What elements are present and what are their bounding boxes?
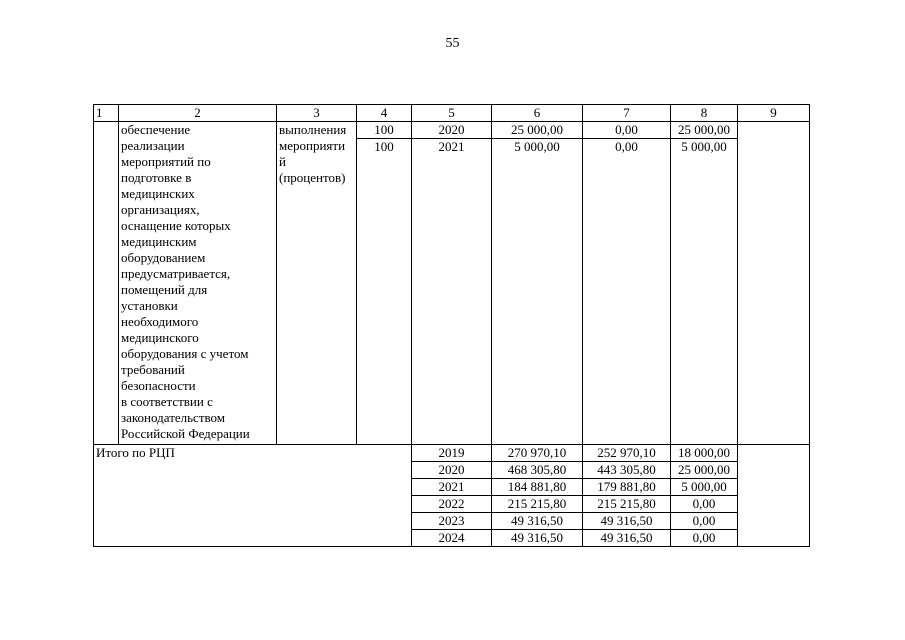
description-cell — [119, 122, 277, 445]
program-table — [93, 104, 810, 547]
indicator-line: (процентов) — [279, 170, 346, 185]
header-col-4: 4 — [357, 105, 412, 122]
total-col6-cell: 184 881,80 — [492, 479, 583, 496]
description-line: в соответствии с — [121, 394, 213, 409]
total-col7-cell: 443 305,80 — [583, 462, 671, 479]
description-line: Российской Федерации — [121, 426, 250, 441]
amount-col7-cell: 0,00 — [583, 122, 671, 139]
target-value-cell: 100 — [357, 122, 412, 139]
total-col8-cell: 18 000,00 — [671, 445, 738, 462]
header-col-9: 9 — [738, 105, 810, 122]
description-line: медицинского — [121, 330, 199, 345]
description-line: законодательством — [121, 410, 226, 425]
amount-col6-cell: 25 000,00 — [492, 122, 583, 139]
indicator-line: выполнения — [279, 122, 347, 137]
description-line: оснащение которых — [121, 218, 231, 233]
total-col8-cell: 0,00 — [671, 513, 738, 530]
col9-cell — [738, 122, 810, 445]
total-year-cell: 2019 — [412, 445, 492, 462]
description-line: мероприятий по — [121, 154, 211, 169]
total-col6-cell: 215 215,80 — [492, 496, 583, 513]
total-year-cell: 2022 — [412, 496, 492, 513]
page-number: 55 — [445, 36, 460, 51]
total-col7-cell: 252 970,10 — [583, 445, 671, 462]
header-col-6: 6 — [492, 105, 583, 122]
description-line: установки — [121, 298, 178, 313]
description-line: организациях, — [121, 202, 200, 217]
description-line: реализации — [121, 138, 185, 153]
total-col8-cell: 5 000,00 — [671, 479, 738, 496]
header-col-5: 5 — [412, 105, 492, 122]
header-col-8: 8 — [671, 105, 738, 122]
amount-col8-cell: 25 000,00 — [671, 122, 738, 139]
total-col7-cell: 179 881,80 — [583, 479, 671, 496]
header-col-3: 3 — [277, 105, 357, 122]
total-col7-cell: 49 316,50 — [583, 530, 671, 547]
year-cell: 2021 — [412, 139, 492, 445]
total-col6-cell: 49 316,50 — [492, 513, 583, 530]
total-col6-cell: 468 305,80 — [492, 462, 583, 479]
header-col-7: 7 — [583, 105, 671, 122]
header-col-2: 2 — [119, 105, 277, 122]
indicator-cell — [277, 122, 357, 445]
description-line: требований — [121, 362, 185, 377]
description-line: оборудованием — [121, 250, 206, 265]
total-label-cell: Итого по РЦП — [94, 445, 412, 547]
description-line: необходимого — [121, 314, 199, 329]
total-year-cell: 2024 — [412, 530, 492, 547]
total-col8-cell: 25 000,00 — [671, 462, 738, 479]
total-year-cell: 2023 — [412, 513, 492, 530]
description-line: оборудования с учетом — [121, 346, 249, 361]
total-year-cell: 2021 — [412, 479, 492, 496]
row-number-cell — [94, 122, 119, 445]
total-col9-cell — [738, 445, 810, 547]
description-line: безопасности — [121, 378, 196, 393]
amount-col7-cell: 0,00 — [583, 139, 671, 445]
description-line: предусматривается, — [121, 266, 231, 281]
total-col7-cell: 215 215,80 — [583, 496, 671, 513]
total-col7-cell: 49 316,50 — [583, 513, 671, 530]
total-year-cell: 2020 — [412, 462, 492, 479]
total-col8-cell: 0,00 — [671, 530, 738, 547]
total-row — [94, 445, 810, 462]
description-line: медицинским — [121, 234, 197, 249]
description-line: помещений для — [121, 282, 208, 297]
description-line: подготовке в — [121, 170, 192, 185]
total-col6-cell: 49 316,50 — [492, 530, 583, 547]
total-col6-cell: 270 970,10 — [492, 445, 583, 462]
target-value-cell: 100 — [357, 139, 412, 445]
amount-col8-cell: 5 000,00 — [671, 139, 738, 445]
indicator-line: мероприяти — [279, 138, 346, 153]
header-col-1: 1 — [94, 105, 119, 122]
amount-col6-cell: 5 000,00 — [492, 139, 583, 445]
indicator-line: й — [279, 154, 286, 169]
description-line: обеспечение — [121, 122, 191, 137]
total-col8-cell: 0,00 — [671, 496, 738, 513]
description-line: медицинских — [121, 186, 195, 201]
table-row — [94, 122, 810, 139]
header-row — [94, 105, 810, 122]
year-cell: 2020 — [412, 122, 492, 139]
